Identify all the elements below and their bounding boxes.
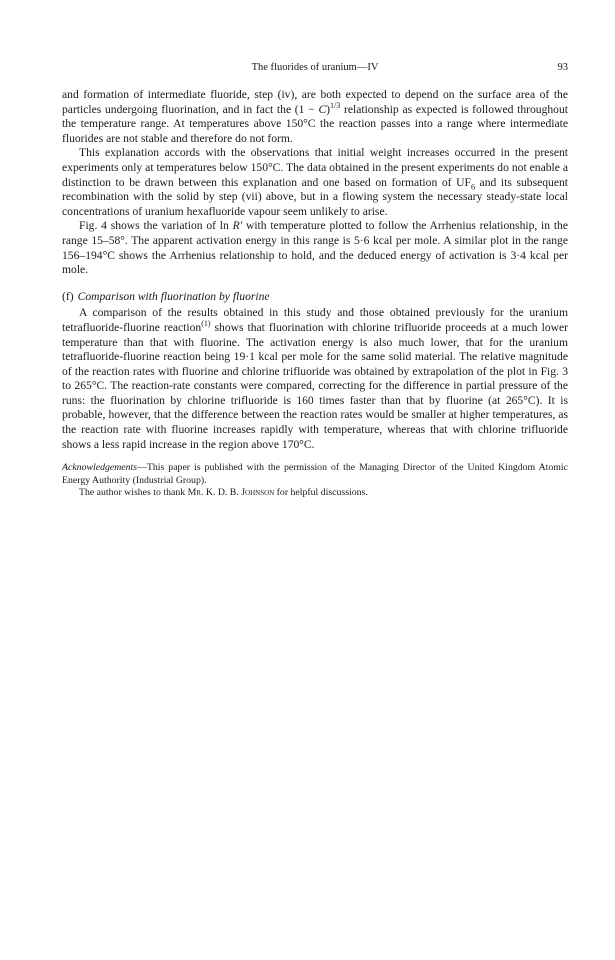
- variable-c: C: [318, 102, 327, 116]
- body-text: [62, 88, 568, 452]
- acknowledgements-paragraph: [62, 462, 568, 487]
- paragraph-2-text-b: and its subsequent recombination with the solid by step (vii) above, but in a flowing system the necessary steady-state local concentrations of uranium hexafluoride vapour seem unlikely to arise.: [62, 175, 568, 218]
- paragraph-3-text-a: Fig. 4 shows the variation of ln: [79, 219, 233, 233]
- paragraph-4: [62, 306, 568, 452]
- section-title: Comparison with fluorination by fluorine: [77, 289, 270, 303]
- paragraph-1-text-b: ): [326, 102, 331, 116]
- subscript: 6: [470, 181, 475, 191]
- paragraph-1: [62, 88, 568, 146]
- section-label: (f): [62, 289, 74, 303]
- page-number: 93: [557, 62, 568, 73]
- running-title: The fluorides of uranium—IV: [251, 62, 379, 73]
- paragraph-4-text-b: shows that fluorination with chlorine trifluoride proceeds at a much lower temperature than that with fluorine. The activation energy is also much lower, that for the uranium tetrafluoride-fluorine reaction being 19·1 kcal per mole for the same solid material. The relative magnitude of the reaction rates with fluorine and chlorine trifluoride was obtained by extrapolation of the plot in Fig. 3 to 265°C. The reaction-rate constants were compared, correcting for the difference in partial pressure of the runs: the fluorination by chlorine trifluoride is 160 times faster than that by fluorine (at 265°C). It is probable, however, that the difference between the reaction rates would be smaller at higher temperatures, as the reaction rate with fluorine increases rapidly with temperature, whereas that with chlorine trifluoride shows a less rapid increase in the region above 170°C.: [62, 320, 568, 451]
- reference-marker: (1): [201, 319, 211, 329]
- paragraph-4-text-a: A comparison of the results obtained in this study and those obtained previously for the uranium tetrafluoride-fluorine reaction: [62, 306, 568, 334]
- thanks-paragraph: [62, 487, 568, 500]
- paragraph-1-text-d: relationship as expected is followed throughout the temperature range. At temperatures above 150°C the reaction passes into a range where intermediate fluorides are not stable and therefore do not form.: [62, 102, 568, 145]
- paragraph-2-text-a: This explanation accords with the observations that initial weight increases occurred in the present experiments only at temperatures below 150°C. The data obtained in the present experiments do not enable a distinction to be drawn between this explanation and one based on formation of UF: [62, 146, 568, 189]
- acknowledgements: [62, 462, 568, 500]
- page: [62, 62, 568, 500]
- thanks-text-a: The author wishes to thank: [79, 487, 188, 499]
- variable-r-prime: R′: [232, 219, 243, 233]
- exponent: 1/3: [330, 100, 341, 110]
- paragraph-2: [62, 146, 568, 219]
- thanks-text-b: for helpful discussions.: [274, 487, 368, 499]
- acknowledgements-label: Acknowledgements: [62, 462, 138, 474]
- section-heading-f: [62, 290, 568, 305]
- paragraph-3-text-b: with temperature plotted to follow the Arrhenius relationship, in the range 15–58°. The apparent activation energy in this range is 5·6 kcal per mole. A similar plot in the range 156–194°C shows the Arrhenius relationship to hold, and the deduced energy of activation is 3·4 kcal per mole.: [62, 219, 568, 277]
- paragraph-3: [62, 219, 568, 277]
- acknowledgements-text: —This paper is published with the permission of the Managing Director of the United Kingdom Atomic Energy Authority (Industrial Group).: [62, 462, 568, 486]
- running-header: [62, 62, 568, 78]
- thanks-name: Mr. K. D. B. Johnson: [187, 487, 275, 499]
- paragraph-1-text-a: and formation of intermediate fluoride, step (iv), are both expected to depend on the surface area of the particles undergoing fluorination, and in fact the (1 −: [62, 88, 568, 116]
